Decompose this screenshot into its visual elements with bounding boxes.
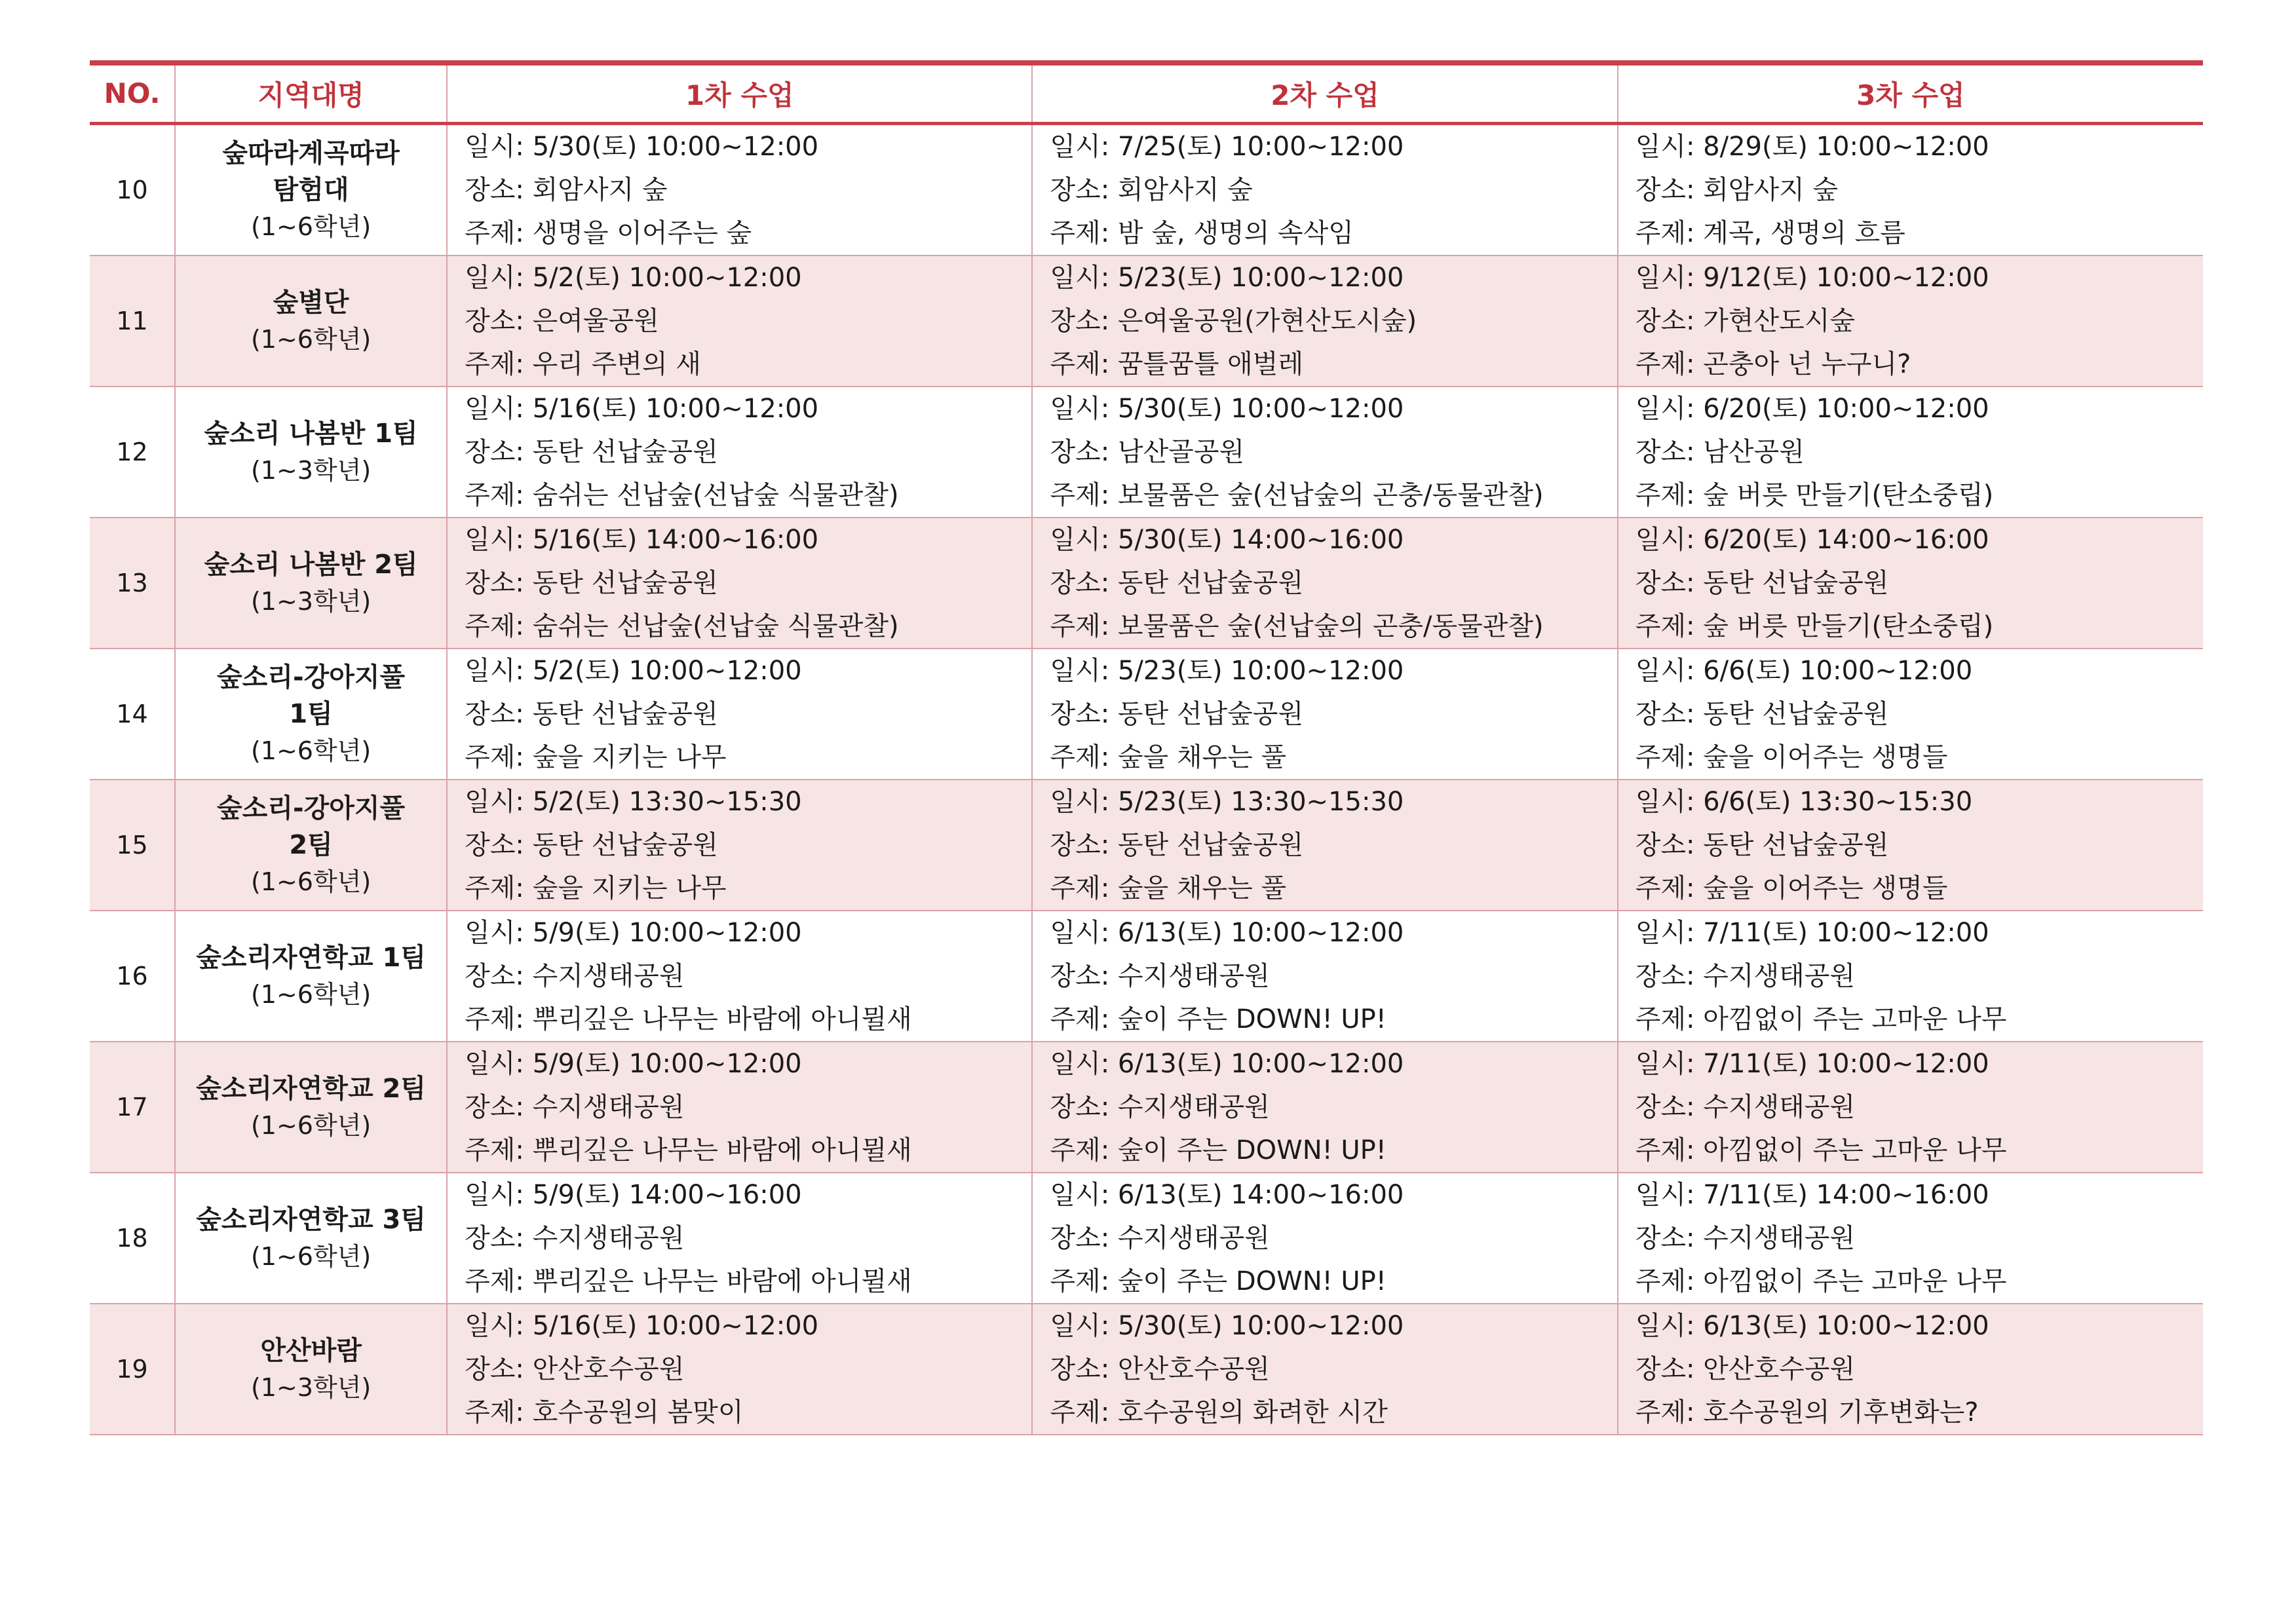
row-number: 11 [90, 255, 175, 387]
session-3-cell [1618, 1304, 2203, 1435]
session-date: 일시: 5/16(토) 14:00~16:00 [465, 524, 819, 555]
team-name: 숲별단 [273, 287, 349, 318]
session-2-cell [1032, 1173, 1617, 1304]
session-place: 장소: 안산호수공원 [1635, 1353, 1855, 1384]
row-number: 16 [90, 911, 175, 1042]
session-date: 일시: 7/11(토) 14:00~16:00 [1635, 1179, 1989, 1210]
session-date: 일시: 7/25(토) 10:00~12:00 [1050, 131, 1404, 162]
session-place: 장소: 수지생태공원 [465, 1091, 685, 1122]
session-date: 일시: 5/2(토) 10:00~12:00 [465, 262, 802, 293]
team-name: 1팀 [289, 698, 333, 729]
table-row [90, 1173, 2203, 1304]
team-name: 탐험대 [273, 174, 349, 205]
header-no: NO. [90, 63, 175, 123]
team-name-cell [175, 387, 447, 518]
session-place: 장소: 동탄 선납숲공원 [1635, 829, 1889, 860]
session-place: 장소: 회암사지 숲 [1635, 174, 1839, 205]
schedule-table [90, 60, 2203, 1435]
grade-range: (1~3학년) [250, 455, 372, 485]
table-body [90, 123, 2203, 1435]
session-topic: 주제: 숲을 이어주는 생명들 [1635, 873, 1948, 903]
session-place: 장소: 남산골공원 [1050, 436, 1245, 467]
session-place: 장소: 수지생태공원 [1050, 960, 1270, 991]
grade-range: (1~6학년) [250, 867, 372, 896]
session-place: 장소: 동탄 선납숲공원 [465, 436, 718, 467]
session-3-cell [1618, 255, 2203, 387]
session-date: 일시: 5/16(토) 10:00~12:00 [465, 1310, 819, 1341]
session-3-cell [1618, 123, 2203, 255]
session-date: 일시: 6/13(토) 10:00~12:00 [1050, 1048, 1404, 1079]
session-place: 장소: 동탄 선납숲공원 [1050, 567, 1304, 598]
row-number: 18 [90, 1173, 175, 1304]
session-date: 일시: 5/9(토) 10:00~12:00 [465, 917, 802, 948]
session-3-cell [1618, 911, 2203, 1042]
team-name-cell [175, 911, 447, 1042]
session-place: 장소: 수지생태공원 [1635, 1222, 1855, 1253]
session-topic: 주제: 숲이 주는 DOWN! UP! [1050, 1135, 1387, 1165]
session-topic: 주제: 호수공원의 봄맞이 [465, 1397, 744, 1427]
session-date: 일시: 7/11(토) 10:00~12:00 [1635, 917, 1989, 948]
team-name-cell [175, 649, 447, 780]
table-row [90, 518, 2203, 649]
team-name-cell [175, 780, 447, 911]
session-place: 장소: 수지생태공원 [1050, 1091, 1270, 1122]
grade-range: (1~3학년) [250, 586, 372, 616]
session-topic: 주제: 계곡, 생명의 흐름 [1635, 217, 1905, 248]
team-name: 2팀 [289, 829, 333, 860]
session-topic: 주제: 아낌없이 주는 고마운 나무 [1635, 1135, 2007, 1165]
session-place: 장소: 수지생태공원 [1050, 1222, 1270, 1253]
session-date: 일시: 6/13(토) 14:00~16:00 [1050, 1179, 1404, 1210]
grade-range: (1~6학년) [250, 736, 372, 765]
session-date: 일시: 5/30(토) 10:00~12:00 [1050, 393, 1404, 424]
session-date: 일시: 5/2(토) 13:30~15:30 [465, 786, 802, 817]
session-date: 일시: 7/11(토) 10:00~12:00 [1635, 1048, 1989, 1079]
session-place: 장소: 회암사지 숲 [465, 174, 668, 205]
session-topic: 주제: 숲 버릇 만들기(탄소중립) [1635, 480, 1994, 510]
session-topic: 주제: 숲을 지키는 나무 [465, 873, 727, 903]
session-place: 장소: 남산공원 [1635, 436, 1805, 467]
session-topic: 주제: 아낌없이 주는 고마운 나무 [1635, 1004, 2007, 1034]
session-2-cell [1032, 911, 1617, 1042]
team-name: 숲소리 나봄반 2팀 [204, 549, 418, 580]
session-date: 일시: 5/9(토) 14:00~16:00 [465, 1179, 802, 1210]
session-1-cell [447, 649, 1032, 780]
session-place: 장소: 수지생태공원 [1635, 1091, 1855, 1122]
row-number: 13 [90, 518, 175, 649]
table-row [90, 1042, 2203, 1173]
session-place: 장소: 은여울공원 [465, 305, 659, 336]
session-topic: 주제: 숲을 채우는 풀 [1050, 742, 1287, 772]
grade-range: (1~3학년) [250, 1372, 372, 1402]
session-1-cell [447, 518, 1032, 649]
session-date: 일시: 6/20(토) 14:00~16:00 [1635, 524, 1989, 555]
session-1-cell [447, 387, 1032, 518]
session-topic: 주제: 숲을 이어주는 생명들 [1635, 742, 1948, 772]
session-place: 장소: 은여울공원(가현산도시숲) [1050, 305, 1417, 336]
table-row [90, 780, 2203, 911]
session-place: 장소: 동탄 선납숲공원 [465, 698, 718, 729]
grade-range: (1~6학년) [250, 1110, 372, 1140]
table-row [90, 387, 2203, 518]
team-name: 숲따라계곡따라 [222, 138, 400, 168]
header-team-name: 지역대명 [175, 63, 447, 123]
team-name: 숲소리자연학교 1팀 [196, 942, 427, 973]
session-topic: 주제: 우리 주변의 새 [465, 349, 701, 379]
row-number: 19 [90, 1304, 175, 1435]
session-1-cell [447, 255, 1032, 387]
session-place: 장소: 가현산도시숲 [1635, 305, 1855, 336]
session-place: 장소: 동탄 선납숲공원 [1050, 698, 1304, 729]
team-name: 숲소리-강아지풀 [217, 662, 406, 692]
session-date: 일시: 6/13(토) 10:00~12:00 [1635, 1310, 1989, 1341]
table-row [90, 649, 2203, 780]
session-topic: 주제: 아낌없이 주는 고마운 나무 [1635, 1266, 2007, 1296]
row-number: 15 [90, 780, 175, 911]
team-name: 숲소리-강아지풀 [217, 793, 406, 823]
table-row [90, 1304, 2203, 1435]
session-1-cell [447, 1173, 1032, 1304]
session-1-cell [447, 123, 1032, 255]
row-number: 17 [90, 1042, 175, 1173]
session-topic: 주제: 밤 숲, 생명의 속삭임 [1050, 217, 1354, 248]
session-1-cell [447, 911, 1032, 1042]
team-name: 숲소리자연학교 2팀 [196, 1073, 427, 1104]
grade-range: (1~6학년) [250, 979, 372, 1009]
header-session-2: 2차 수업 [1032, 63, 1617, 123]
team-name-cell [175, 255, 447, 387]
session-place: 장소: 회암사지 숲 [1050, 174, 1253, 205]
table-row [90, 255, 2203, 387]
session-1-cell [447, 780, 1032, 911]
session-date: 일시: 5/30(토) 10:00~12:00 [465, 131, 819, 162]
session-date: 일시: 6/20(토) 10:00~12:00 [1635, 393, 1989, 424]
session-date: 일시: 5/30(토) 10:00~12:00 [1050, 1310, 1404, 1341]
session-2-cell [1032, 1304, 1617, 1435]
session-date: 일시: 6/6(토) 13:30~15:30 [1635, 786, 1973, 817]
session-place: 장소: 동탄 선납숲공원 [465, 829, 718, 860]
session-date: 일시: 9/12(토) 10:00~12:00 [1635, 262, 1989, 293]
session-2-cell [1032, 255, 1617, 387]
session-topic: 주제: 보물품은 숲(선납숲의 곤충/동물관찰) [1050, 611, 1544, 641]
team-name-cell [175, 123, 447, 255]
session-topic: 주제: 곤충아 넌 누구니? [1635, 349, 1911, 379]
session-topic: 주제: 숲 버릇 만들기(탄소중립) [1635, 611, 1994, 641]
session-date: 일시: 5/2(토) 10:00~12:00 [465, 655, 802, 686]
session-date: 일시: 5/23(토) 13:30~15:30 [1050, 786, 1404, 817]
session-place: 장소: 동탄 선납숲공원 [1635, 698, 1889, 729]
team-name-cell [175, 1042, 447, 1173]
session-topic: 주제: 뿌리깊은 나무는 바람에 아니뮐새 [465, 1004, 912, 1034]
session-date: 일시: 6/6(토) 10:00~12:00 [1635, 655, 1973, 686]
table-row [90, 911, 2203, 1042]
session-topic: 주제: 숨쉬는 선납숲(선납숲 식물관찰) [465, 480, 899, 510]
session-3-cell [1618, 780, 2203, 911]
session-topic: 주제: 숲을 채우는 풀 [1050, 873, 1287, 903]
header-session-3: 3차 수업 [1618, 63, 2203, 123]
session-topic: 주제: 보물품은 숲(선납숲의 곤충/동물관찰) [1050, 480, 1544, 510]
team-name: 숲소리자연학교 3팀 [196, 1204, 427, 1235]
session-topic: 주제: 꿈틀꿈틀 애벌레 [1050, 349, 1304, 379]
session-place: 장소: 동탄 선납숲공원 [1635, 567, 1889, 598]
row-number: 12 [90, 387, 175, 518]
session-place: 장소: 안산호수공원 [465, 1353, 685, 1384]
header-row [90, 63, 2203, 123]
row-number: 10 [90, 123, 175, 255]
session-2-cell [1032, 780, 1617, 911]
session-topic: 주제: 숲을 지키는 나무 [465, 742, 727, 772]
header-session-1: 1차 수업 [447, 63, 1032, 123]
session-topic: 주제: 호수공원의 기후변화는? [1635, 1397, 1979, 1427]
session-place: 장소: 수지생태공원 [465, 960, 685, 991]
session-1-cell [447, 1304, 1032, 1435]
row-number: 14 [90, 649, 175, 780]
grade-range: (1~6학년) [250, 212, 372, 241]
session-date: 일시: 6/13(토) 10:00~12:00 [1050, 917, 1404, 948]
session-topic: 주제: 생명을 이어주는 숲 [465, 217, 752, 248]
session-3-cell [1618, 518, 2203, 649]
team-name-cell [175, 1304, 447, 1435]
session-date: 일시: 5/23(토) 10:00~12:00 [1050, 262, 1404, 293]
team-name-cell [175, 518, 447, 649]
session-2-cell [1032, 387, 1617, 518]
session-place: 장소: 동탄 선납숲공원 [1050, 829, 1304, 860]
session-topic: 주제: 뿌리깊은 나무는 바람에 아니뮐새 [465, 1135, 912, 1165]
session-1-cell [447, 1042, 1032, 1173]
session-3-cell [1618, 1173, 2203, 1304]
session-3-cell [1618, 1042, 2203, 1173]
session-date: 일시: 5/30(토) 14:00~16:00 [1050, 524, 1404, 555]
session-2-cell [1032, 123, 1617, 255]
team-name-cell [175, 1173, 447, 1304]
team-name: 안산바람 [260, 1335, 362, 1366]
session-place: 장소: 동탄 선납숲공원 [465, 567, 718, 598]
session-date: 일시: 8/29(토) 10:00~12:00 [1635, 131, 1989, 162]
session-topic: 주제: 숨쉬는 선납숲(선납숲 식물관찰) [465, 611, 899, 641]
session-date: 일시: 5/23(토) 10:00~12:00 [1050, 655, 1404, 686]
session-2-cell [1032, 1042, 1617, 1173]
session-place: 장소: 수지생태공원 [1635, 960, 1855, 991]
session-2-cell [1032, 649, 1617, 780]
table-row [90, 123, 2203, 255]
session-3-cell [1618, 649, 2203, 780]
session-topic: 주제: 숲이 주는 DOWN! UP! [1050, 1004, 1387, 1034]
session-place: 장소: 안산호수공원 [1050, 1353, 1270, 1384]
session-topic: 주제: 숲이 주는 DOWN! UP! [1050, 1266, 1387, 1296]
session-topic: 주제: 뿌리깊은 나무는 바람에 아니뮐새 [465, 1266, 912, 1296]
grade-range: (1~6학년) [250, 324, 372, 354]
session-topic: 주제: 호수공원의 화려한 시간 [1050, 1397, 1388, 1427]
grade-range: (1~6학년) [250, 1241, 372, 1271]
session-date: 일시: 5/16(토) 10:00~12:00 [465, 393, 819, 424]
session-date: 일시: 5/9(토) 10:00~12:00 [465, 1048, 802, 1079]
session-2-cell [1032, 518, 1617, 649]
team-name: 숲소리 나봄반 1팀 [204, 418, 418, 449]
session-place: 장소: 수지생태공원 [465, 1222, 685, 1253]
session-3-cell [1618, 387, 2203, 518]
